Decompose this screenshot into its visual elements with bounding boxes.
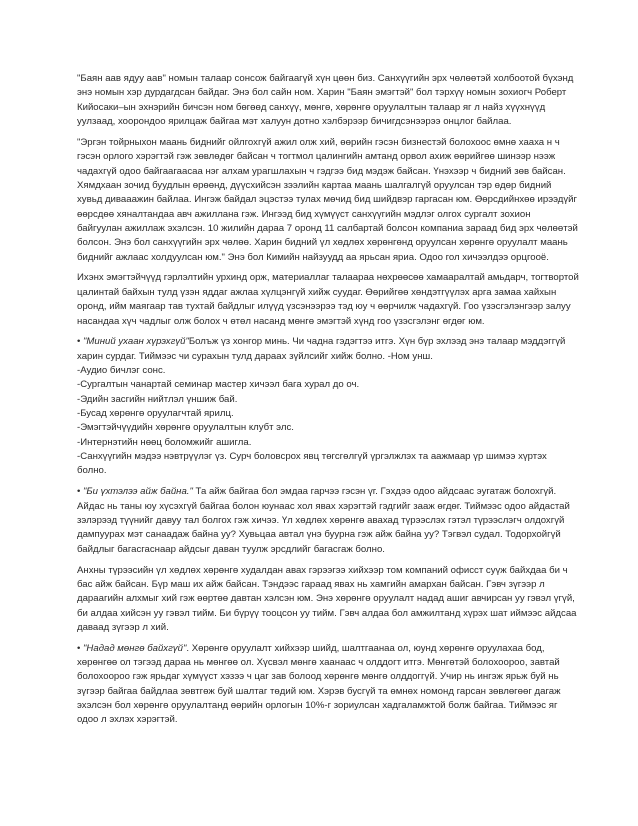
text-line: Хямдхаан зочид буудлын өрөөнд, дүүсхийсэн зээлийн картаа маань шалгалгүй оруулсан тэр өдөр бидний — [77, 179, 552, 191]
text-line: Кийосаки–ын эхнэрийн бичсэн ном бөгөөд санхүү, мөнгө, хөрөнгө оруулалтын талаар яг л найз хүүхнүүд — [77, 101, 546, 113]
text-line: дампуурах мэт санаадаж байна уу? Хувьцаа автал үнэ буурна гэж айж байна уу? Тэгвэл судал. Тодорхойгүй — [77, 529, 561, 541]
paragraph-bullet-knowledge — [77, 335, 586, 478]
text-line: -Бусад хөрөнгө оруулагчтай ярилц. — [77, 408, 234, 420]
bullet-icon: • — [77, 486, 81, 498]
text-line: даваад зүгээр л хий. — [77, 621, 169, 633]
text-line — [77, 335, 586, 349]
text-line: хөрөнгөө ол тэгээд дараа нь мөнгөө ол. Хүсвэл мөнгө хаанаас ч олддогт итгэ. Мөнгөтэй болохоорoo, завтай — [77, 657, 560, 669]
text-span: Та айж байгаа бол эмдаа гарчээ гэсэн үг. Гэхдээ одоо айдсаас эугатаж болохгүй. — [192, 486, 557, 498]
text-line: энэ номын хэр дурдагдсан байдаг. Энэ бол сайн ном. Харин "Баян эмэгтэй" бол тэрхүү номын зохиогч Роберт — [77, 87, 567, 99]
paragraph-first-deal — [77, 564, 586, 636]
text-line: чадахгүй одоо байгаагаасаа нэг алхам урагшлахын ч гэдгээ бид мэдэж байсан. Үнэхээр ч бидний зөв байсан. — [77, 165, 566, 177]
paragraph-bullet-money — [77, 642, 586, 728]
text-line: гэсэн орлого хэрэгтэй гэж зөвлөдөг байсан ч тогтмол цалингийн амтанд орвол ахиж өөрийгөө шинээр нээж — [77, 151, 556, 163]
text-line: -Сургалтын чанартай семинар мастер хичээл бага хурал до оч. — [77, 379, 360, 391]
text-line: одоо л эхлэх хэрэгтэй. — [77, 714, 178, 726]
italic-lead: "Надад мөнгө байхгүй" — [83, 642, 187, 654]
paragraph-quote — [77, 136, 586, 265]
text-line: Анхны түрээсийн үл хөдлөх хөрөнгө худалдан авах гэрээгээ хийхээр том компаний офисст суүж байхдаа би ч — [77, 564, 568, 576]
text-line: -Эдийн засгийн нийтлэл үншиж бай. — [77, 393, 238, 405]
text-span: Болъж үз хонгор минь. Чи чадна гэдэгтээ итгэ. Хүн бүр эхлээд энэ талаар мэддэггүй — [188, 336, 566, 348]
text-line: болохоороо гэж ярьдаг хүмүүст хэзээ ч цаг зав болоод хөрөнгө мөнгө олддоггүй. Учир нь ингэж ярьж буй нь — [77, 671, 559, 683]
text-line: харин сурдаг. Тиймээс чи сурахын тулд дараах зүйлсийг хийж болно. -Ном унш. — [77, 350, 433, 362]
text-line: Ихэнх эмэгтэйчүүд гэрлэлтийн урхинд орж, материаллаг талаараа нөхрөөсөө хамааралтай амьдарч, тогтвортой — [77, 272, 579, 284]
text-line: уулзаад, хоорондоо ярилцаж байгаа мэт халуун дотно хэлбэрээр бичигдсэнээрээ онцлог байлаа. — [77, 116, 512, 128]
text-line: цалинтай байхын тулд үзэн яддаг ажлаа хүлцэнгүй хийж суудаг. Өөрийгөө хөндэтгүүлэх арга замаа хайхын — [77, 286, 557, 298]
paragraph-women — [77, 271, 586, 328]
text-line: зүгээр байгаа байдлаа зөвтгөж буй шалтаг төдий юм. Хэрэв бусгүй та өмнөх номонд гарсан зөвлөгөөг дагаж — [77, 685, 561, 697]
text-line: оронд, ийм маягаар тав тухтай байдлыг илүүд үзсэнээрээ тэд юу ч өөрчилж чадахгүй. Гоо үзэсгэлэнгээр залуу — [77, 301, 571, 313]
text-line: -Интернэтийн нөөц боломжийг ашигла. — [77, 436, 252, 448]
text-line: зэлэрээд түүнийг давуу тал болгох гэж хичээ. Үл хөдлөх хөрөнгө авахад түрээслэх гэтэл түрээслэгч олдохгүй — [77, 514, 565, 526]
text-line: -Санхүүгийн мэдээ нэвтрүүлэг үз. Сурч боловсрох явц төгсгөлгүй үргэлжлэх та аажмаар үр шимээ хүртэх — [77, 451, 547, 463]
text-line: хувьд дивааажин байлаа. Ингэж байдал эцэстээ тулах мөчид бид шийдвэр гаргасан юм. Өөрсдийнхөө ирээдүйг — [77, 194, 578, 206]
text-span: . Хөрөнгө оруулалт хийхээр шийд, шалтгаанаа ол, юунд хөрөнгө оруулахаа бод, — [186, 642, 545, 654]
italic-lead: "Миний ухаан хүрэхгүй" — [83, 336, 189, 348]
text-line: насандаа хүч чадлыг олж болох ч өтөл насанд мөнгө эмэгтэй хүнд гоо үзэсгэлэнг өгдөг юм. — [77, 315, 485, 327]
text-line: болсон. Энэ бол санхүүгийн эрх чөлөө. Харин бидний үл хөдлөх хөрөнгөнд оруулсан хөрөнгө оруулалт маань — [77, 237, 568, 249]
text-line: "Эргэн тойрныхон маань биднийг ойлгохгүй ажил олж хий, өөрийн гэсэн бизнестэй болохоос өмнө хааха н ч — [77, 136, 560, 148]
text-line: байдлыг багасгаснаар айдсыг даван туулж эрсдлийг багасгаж болно. — [77, 543, 385, 555]
text-line: биднийг ажлаас холдуулсан юм." Энэ бол Кимийн найзуудд аа ярьсан яриа. Одоо гол хичээлдээ орцгооё. — [77, 251, 549, 263]
text-line: би алдаа хийсэн уу гэвэл тийм. Би бүрүү тооцсон уу тийм. Гэвч алдаа бол амжилтанд хүрэх шат иймээс айдсаа — [77, 607, 577, 619]
text-line: болно. — [77, 465, 107, 477]
paragraph-intro — [77, 72, 586, 129]
text-line: -Аудио бичлэг сонс. — [77, 365, 166, 377]
text-line: дараагийн алхмыг хий гэж өөртөө давтан хэлсэн юм. Энэ хөрөнгө оруулалт надад ашиг авчирсан уу гэвэл үгүй, — [77, 593, 575, 605]
text-line: Айдас нь таны юу хүсэхгүй байгаа болон юунаас хол явах хэрэгтэй гэдгийг зааж өгдөг. Тиймээс одоо айдастай — [77, 500, 570, 512]
text-line: бас айж байсан. Бүр маш их айж байсан. Тэндээс гараад явах нь хамгийн амархан байсан. Гэвч зүгээр л — [77, 578, 545, 590]
text-line — [77, 485, 586, 499]
text-line — [77, 642, 586, 656]
bullet-icon: • — [77, 336, 81, 348]
text-line: өөрсдөө хяналтандаа авч ажиллана гэж. Ингээд бид хүмүүст санхүүгийн мэдлэг олгох сургалт зохион — [77, 208, 531, 220]
text-line: эхэлсэн бол хөрөнгө оруулалтанд өөрийн орлогын 10%-г зориулсан хадгаламжтой болж байгаа. Тиймээс яг — [77, 700, 558, 712]
text-line: -Эмэгтэйчүүдийн хөрөнгө оруулалтын клубт элс. — [77, 422, 294, 434]
italic-lead: "Би үхтэлээ айж байна." — [83, 486, 193, 498]
bullet-icon: • — [77, 642, 81, 654]
text-line: байгуулан ажиллаж эхэлсэн. 10 жилийн дараа 7 оронд 11 салбартай болсон компаниа зараад бид эрх чөлөөтэй — [77, 222, 578, 234]
text-line: "Баян аав ядуу аав" номын талаар сонсож байгаагүй хүн цөөн биз. Санхүүгийн эрх чөлөөтэй холбоотой бүхэнд — [77, 73, 574, 84]
paragraph-bullet-fear — [77, 485, 586, 557]
